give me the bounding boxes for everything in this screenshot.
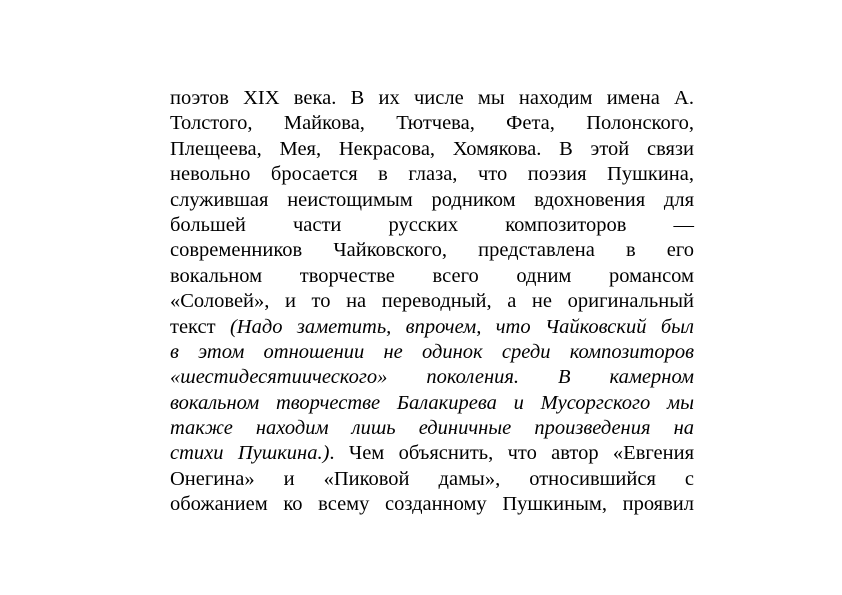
text-line <box>170 264 694 289</box>
text-segment: Толстого, Майкова, Тютчева, Фета, Полонского, <box>170 112 694 135</box>
italic-segment: вокальном творчестве Балакирева и Мусоргского мы <box>170 391 694 414</box>
text-segment: современников Чайковского, представлена в его <box>170 239 694 262</box>
text-line <box>170 467 694 492</box>
text-line <box>170 213 694 238</box>
text-line <box>170 137 694 162</box>
text-line <box>170 238 694 263</box>
text-line <box>170 365 694 390</box>
italic-segment: (Надо заметить, впрочем, что Чайковский был <box>229 315 694 338</box>
text-segment: обожанием ко всему созданному Пушкиным, проявил <box>170 493 694 516</box>
italic-segment: в этом отношении не одинок среди композиторов <box>170 340 694 363</box>
text-line <box>170 111 694 136</box>
italic-segment: «шестидесятиического» поколения. В камерном <box>170 366 694 389</box>
text-line <box>170 289 694 314</box>
text-line <box>170 391 694 416</box>
text-segment: служившая неистощимым родником вдохновения для <box>170 188 694 211</box>
text-segment: текст <box>170 315 230 338</box>
text-line <box>170 441 694 466</box>
text-line <box>170 492 694 517</box>
text-line <box>170 162 694 187</box>
text-segment: большей части русских композиторов — <box>170 213 694 236</box>
text-segment: вокальном творчестве всего одним романсом <box>170 264 694 287</box>
text-line <box>170 188 694 213</box>
italic-segment: также находим лишь единичные произведения на <box>170 417 694 440</box>
text-segment: Онегина» и «Пиковой дамы», относившийся с <box>170 467 694 490</box>
text-segment: . Чем объяснить, что автор «Евгения <box>329 442 694 465</box>
text-line <box>170 340 694 365</box>
text-segment: Плещеева, Мея, Некрасова, Хомякова. В этой связи <box>170 137 694 160</box>
italic-segment: стихи Пушкина.) <box>170 442 330 465</box>
text-line <box>170 86 694 111</box>
text-line <box>170 416 694 441</box>
body-text <box>170 86 694 518</box>
text-segment: поэтов XIX века. В их числе мы находим имена А. <box>170 87 694 109</box>
text-segment: «Соловей», и то на переводный, а не оригинальный <box>170 290 694 313</box>
text-segment: невольно бросается в глаза, что поэзия Пушкина, <box>170 163 694 186</box>
text-line <box>170 315 694 340</box>
